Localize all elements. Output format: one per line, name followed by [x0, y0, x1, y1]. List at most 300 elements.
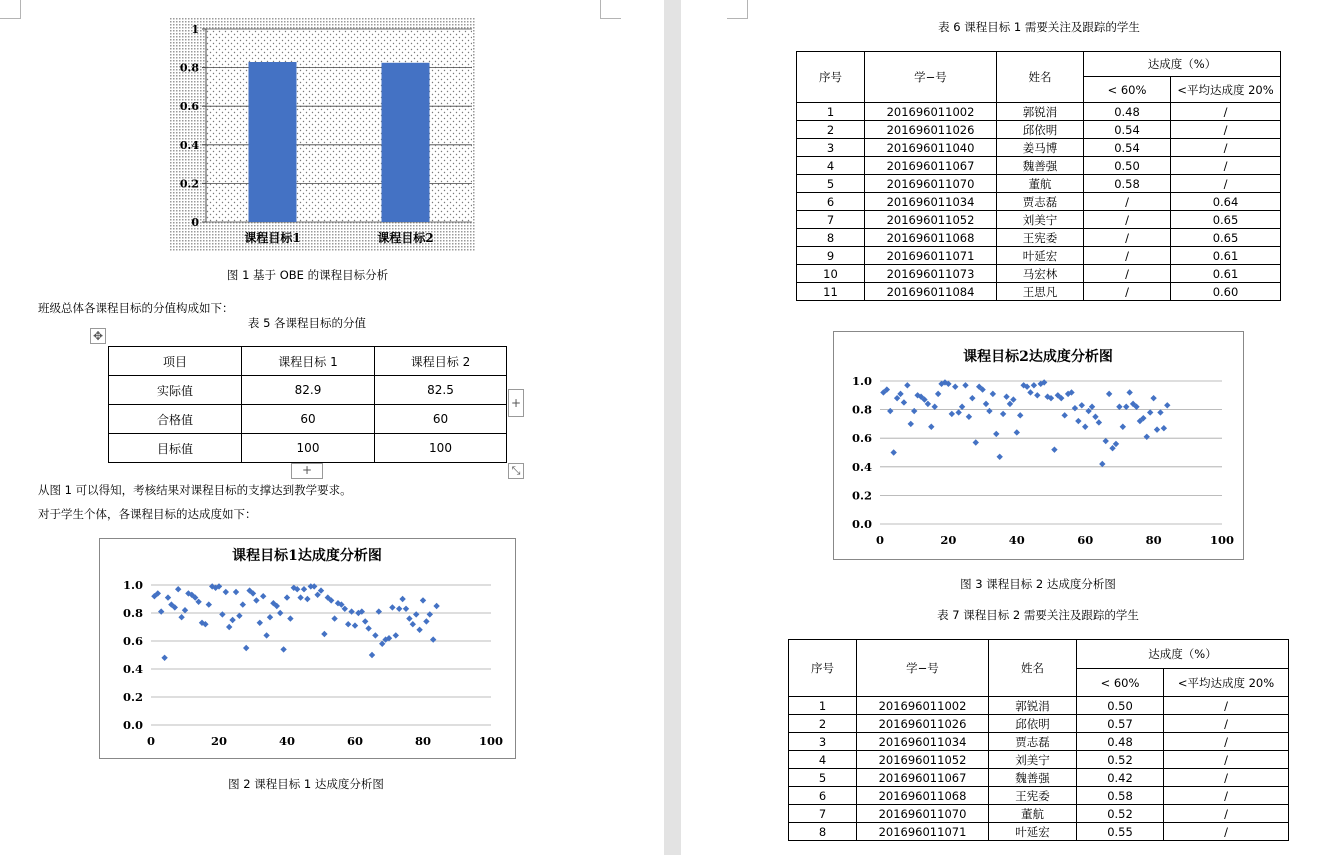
data-point[interactable] [240, 601, 246, 607]
data-point[interactable] [1092, 414, 1098, 420]
table-cell: 0.50 [1084, 157, 1171, 175]
data-point[interactable] [1031, 382, 1037, 388]
data-point[interactable] [403, 606, 409, 612]
table-7-header-ltavg: <平均达成度 20% [1164, 669, 1289, 697]
data-point[interactable] [1096, 419, 1102, 425]
data-point[interactable] [178, 614, 184, 620]
y-tick-label: 0.8 [179, 61, 199, 75]
table-cell: 目标值 [109, 434, 242, 463]
data-point[interactable] [301, 586, 307, 592]
table-row [789, 823, 1289, 841]
table-cell: / [1164, 751, 1289, 769]
table-row [797, 283, 1281, 301]
data-point[interactable] [226, 624, 232, 630]
data-point[interactable] [1099, 461, 1105, 467]
table-row [797, 211, 1281, 229]
table-5-header: 课程目标 2 [375, 347, 507, 376]
table-cell: 201696011040 [865, 139, 997, 157]
data-point[interactable] [406, 615, 412, 621]
data-point[interactable] [1164, 402, 1170, 408]
y-tick-label: 0.2 [179, 177, 199, 191]
table-cell: / [1084, 247, 1171, 265]
table-cell: 201696011068 [857, 787, 989, 805]
table-cell: 11 [797, 283, 865, 301]
table-7-header-lt60: < 60% [1077, 669, 1164, 697]
x-tick-label: 20 [940, 533, 957, 547]
figure-3-caption: 图 3 课程目标 2 达成度分析图 [960, 577, 1116, 591]
table-cell: 201696011002 [857, 697, 989, 715]
data-point[interactable] [321, 631, 327, 637]
table-cell: 0.48 [1077, 733, 1164, 751]
table-cell: 0.55 [1077, 823, 1164, 841]
data-point[interactable] [284, 594, 290, 600]
x-tick-label: 100 [1209, 533, 1235, 547]
table-cell: 0.65 [1171, 211, 1281, 229]
data-point[interactable] [1126, 389, 1132, 395]
table-cell: 马宏林 [997, 265, 1084, 283]
table-row [797, 139, 1281, 157]
data-point[interactable] [1082, 424, 1088, 430]
table-cell: / [1084, 193, 1171, 211]
data-point[interactable] [935, 391, 941, 397]
y-tick-label: 0.8 [122, 606, 143, 620]
data-point[interactable] [897, 391, 903, 397]
table-cell: 叶延宏 [997, 247, 1084, 265]
x-tick-label: 60 [1077, 533, 1094, 547]
table-row [789, 733, 1289, 751]
data-point[interactable] [901, 399, 907, 405]
table-cell: 魏善强 [989, 769, 1077, 787]
table-row [789, 751, 1289, 769]
table-cell: 0.54 [1084, 139, 1171, 157]
table-cell: 0.61 [1171, 265, 1281, 283]
data-point[interactable] [257, 620, 263, 626]
y-tick-label: 0.6 [851, 431, 872, 446]
data-point[interactable] [904, 382, 910, 388]
table-cell: 王宪委 [997, 229, 1084, 247]
data-point[interactable] [376, 608, 382, 614]
data-point[interactable] [952, 384, 958, 390]
table-cell: / [1164, 805, 1289, 823]
table-cell: 郭锐涓 [989, 697, 1077, 715]
table-cell: 贾志磊 [989, 733, 1077, 751]
table-cell: 9 [797, 247, 865, 265]
data-point[interactable] [966, 414, 972, 420]
data-point[interactable] [161, 655, 167, 661]
data-point[interactable] [348, 608, 354, 614]
table-cell: 201696011026 [857, 715, 989, 733]
table-7-header-id: 学−号 [857, 640, 989, 697]
table-cell: 0.42 [1077, 769, 1164, 787]
data-point[interactable] [1123, 404, 1129, 410]
table-cell: / [1164, 823, 1289, 841]
table-move-handle[interactable]: ✥ [90, 328, 106, 344]
data-point[interactable] [1085, 408, 1091, 414]
data-point[interactable] [372, 632, 378, 638]
data-point[interactable] [955, 409, 961, 415]
data-point[interactable] [932, 404, 938, 410]
data-point[interactable] [219, 611, 225, 617]
table-row [109, 434, 507, 463]
scatter-chart-2[interactable] [833, 331, 1244, 560]
x-tick-label: 0 [146, 734, 156, 748]
table-cell: 0.52 [1077, 805, 1164, 823]
data-point[interactable] [1113, 441, 1119, 447]
y-tick-label: 0.0 [122, 718, 143, 732]
table-cell: 100 [242, 434, 375, 463]
table-6-header-name: 姓名 [997, 52, 1084, 103]
data-point[interactable] [362, 618, 368, 624]
data-point[interactable] [206, 601, 212, 607]
y-tick-label: 0.6 [179, 100, 199, 114]
table-cell: 82.5 [375, 376, 507, 405]
data-point[interactable] [928, 424, 934, 430]
data-point[interactable] [997, 454, 1003, 460]
x-tick-label: 0 [875, 533, 885, 547]
data-point[interactable] [887, 408, 893, 414]
y-tick-label: 1 [191, 23, 199, 36]
table-5-header: 课程目标 1 [242, 347, 375, 376]
data-point[interactable] [158, 608, 164, 614]
x-tick-label: 100 [478, 734, 504, 748]
data-point[interactable] [1144, 434, 1150, 440]
table-cell: 0.58 [1077, 787, 1164, 805]
table-cell: 3 [789, 733, 857, 751]
table-6-header-ltavg: <平均达成度 20% [1171, 77, 1281, 103]
table-cell: 魏善强 [997, 157, 1084, 175]
table-cell: 201696011068 [865, 229, 997, 247]
table-row [789, 715, 1289, 733]
data-point[interactable] [389, 604, 395, 610]
table-cell: 邱依明 [989, 715, 1077, 733]
data-point[interactable] [345, 621, 351, 627]
table-cell: / [1164, 769, 1289, 787]
data-point[interactable] [986, 408, 992, 414]
table-cell: / [1171, 121, 1281, 139]
y-tick-label: 0.2 [851, 488, 872, 503]
table-cell: 董航 [989, 805, 1077, 823]
table-cell: 201696011034 [865, 193, 997, 211]
table-cell: 6 [797, 193, 865, 211]
table-6-header-lt60: < 60% [1084, 77, 1171, 103]
data-point[interactable] [1000, 411, 1006, 417]
table-cell: 201696011026 [865, 121, 997, 139]
data-point[interactable] [420, 597, 426, 603]
table-cell: 201696011052 [865, 211, 997, 229]
data-point[interactable] [416, 627, 422, 633]
data-point[interactable] [962, 382, 968, 388]
table-row [797, 103, 1281, 121]
data-point[interactable] [1079, 402, 1085, 408]
table-cell: 8 [789, 823, 857, 841]
table-cell: 201696011070 [865, 175, 997, 193]
data-point[interactable] [1106, 391, 1112, 397]
table-cell: 刘美宁 [989, 751, 1077, 769]
y-tick-label: 0.0 [851, 517, 872, 531]
data-point[interactable] [1154, 426, 1160, 432]
figure-2-caption: 图 2 课程目标 1 达成度分析图 [228, 777, 384, 791]
data-point[interactable] [331, 615, 337, 621]
data-point[interactable] [423, 618, 429, 624]
table-row [789, 787, 1289, 805]
table-cell: 4 [789, 751, 857, 769]
table-cell: / [1164, 733, 1289, 751]
data-point[interactable] [280, 646, 286, 652]
table-cell: 201696011071 [865, 247, 997, 265]
data-point[interactable] [1109, 445, 1115, 451]
data-point[interactable] [1007, 401, 1013, 407]
data-point[interactable] [1161, 425, 1167, 431]
table-cell: 201696011052 [857, 751, 989, 769]
table-row [789, 805, 1289, 823]
data-point[interactable] [1072, 405, 1078, 411]
table-cell: 刘美宁 [997, 211, 1084, 229]
bar[interactable] [249, 62, 297, 222]
table-cell: 4 [797, 157, 865, 175]
table-cell: 实际值 [109, 376, 242, 405]
table-cell: 0.64 [1171, 193, 1281, 211]
y-tick-label: 0.8 [851, 402, 872, 417]
x-tick-label: 60 [346, 734, 364, 748]
table-7-header-attain: 达成度（%） [1077, 640, 1289, 669]
table-6-header-attain: 达成度（%） [1084, 52, 1281, 77]
table-cell: 201696011002 [865, 103, 997, 121]
add-column-button[interactable]: + [508, 389, 524, 417]
data-point[interactable] [297, 594, 303, 600]
data-point[interactable] [427, 611, 433, 617]
data-point[interactable] [1051, 446, 1057, 452]
data-point[interactable] [990, 391, 996, 397]
table-row [789, 769, 1289, 787]
table-cell: 郭锐涓 [997, 103, 1084, 121]
data-point[interactable] [311, 583, 317, 589]
table-cell: 60 [375, 405, 507, 434]
data-point[interactable] [287, 615, 293, 621]
table-5-header: 项目 [109, 347, 242, 376]
data-point[interactable] [1120, 424, 1126, 430]
table-cell: 0.58 [1084, 175, 1171, 193]
table-cell: 201696011070 [857, 805, 989, 823]
data-point[interactable] [1157, 409, 1163, 415]
y-tick-label: 0.2 [122, 690, 143, 704]
data-point[interactable] [165, 594, 171, 600]
data-point[interactable] [396, 606, 402, 612]
data-point[interactable] [365, 625, 371, 631]
data-point[interactable] [352, 622, 358, 628]
data-point[interactable] [1017, 412, 1023, 418]
bar-chart[interactable] [170, 18, 476, 252]
table-7-caption: 表 7 课程目标 2 需要关注及跟踪的学生 [937, 608, 1139, 622]
data-point[interactable] [1010, 396, 1016, 402]
y-tick-label: 0.4 [851, 459, 872, 474]
data-point[interactable] [969, 395, 975, 401]
data-point[interactable] [894, 395, 900, 401]
page-corner-mark [600, 0, 621, 19]
data-point[interactable] [949, 411, 955, 417]
table-cell: 王思凡 [997, 283, 1084, 301]
data-point[interactable] [393, 632, 399, 638]
paragraph-2: 对于学生个体，各课程目标的达成度如下： [38, 507, 257, 521]
table-cell: 8 [797, 229, 865, 247]
table-cell: 7 [789, 805, 857, 823]
data-point[interactable] [233, 589, 239, 595]
table-cell: / [1084, 229, 1171, 247]
data-point[interactable] [993, 431, 999, 437]
data-point[interactable] [973, 439, 979, 445]
data-point[interactable] [263, 632, 269, 638]
data-point[interactable] [175, 586, 181, 592]
table-cell: 董航 [997, 175, 1084, 193]
data-point[interactable] [1075, 418, 1081, 424]
table-cell: 5 [797, 175, 865, 193]
data-point[interactable] [1027, 389, 1033, 395]
data-point[interactable] [369, 652, 375, 658]
table-row [797, 265, 1281, 283]
table-6-header-no: 序号 [797, 52, 865, 103]
table-5 [108, 346, 507, 463]
data-point[interactable] [267, 614, 273, 620]
x-tick-label: 20 [210, 734, 228, 748]
data-point[interactable] [433, 603, 439, 609]
table-cell: 0.61 [1171, 247, 1281, 265]
table-row [797, 121, 1281, 139]
table-cell: 10 [797, 265, 865, 283]
table-cell: / [1084, 283, 1171, 301]
data-point[interactable] [236, 613, 242, 619]
data-point[interactable] [304, 596, 310, 602]
bar[interactable] [382, 63, 430, 222]
x-category-label: 课程目标2 [377, 231, 434, 245]
table-cell: / [1164, 697, 1289, 715]
data-point[interactable] [182, 607, 188, 613]
table-cell: 姜马博 [997, 139, 1084, 157]
chart-title: 课程目标2达成度分析图 [963, 349, 1113, 365]
intro-text: 班级总体各课程目标的分值构成如下： [38, 301, 234, 315]
table-cell: 0.60 [1171, 283, 1281, 301]
data-point[interactable] [1034, 392, 1040, 398]
table-cell: 6 [789, 787, 857, 805]
table-cell: 邱依明 [997, 121, 1084, 139]
table-cell: 王宪委 [989, 787, 1077, 805]
table-cell: 7 [797, 211, 865, 229]
table-cell: 82.9 [242, 376, 375, 405]
data-point[interactable] [253, 597, 259, 603]
table-row [797, 229, 1281, 247]
data-point[interactable] [1061, 412, 1067, 418]
data-point[interactable] [410, 621, 416, 627]
data-point[interactable] [890, 449, 896, 455]
table-cell: / [1171, 139, 1281, 157]
x-tick-label: 40 [278, 734, 296, 748]
table-cell: 201696011067 [857, 769, 989, 787]
y-tick-label: 1.0 [851, 374, 872, 388]
data-point[interactable] [1103, 438, 1109, 444]
plot-area-background [206, 29, 472, 222]
data-point[interactable] [908, 421, 914, 427]
table-cell: 叶延宏 [989, 823, 1077, 841]
table-cell: 201696011067 [865, 157, 997, 175]
chart-title: 课程目标1达成度分析图 [232, 548, 382, 564]
data-point[interactable] [277, 610, 283, 616]
data-point[interactable] [1116, 404, 1122, 410]
table-7-header-no: 序号 [789, 640, 857, 697]
y-tick-label: 0.4 [179, 138, 199, 152]
table-cell: 0.52 [1077, 751, 1164, 769]
table-cell: / [1084, 265, 1171, 283]
data-point[interactable] [983, 401, 989, 407]
scatter-chart-1[interactable] [99, 538, 516, 759]
data-point[interactable] [925, 401, 931, 407]
y-tick-label: 1.0 [122, 578, 143, 592]
data-point[interactable] [413, 611, 419, 617]
data-point[interactable] [1150, 395, 1156, 401]
table-cell: 贾志磊 [997, 193, 1084, 211]
y-tick-label: 0.4 [122, 662, 143, 676]
table-cell: 0.57 [1077, 715, 1164, 733]
table-6-header-id: 学−号 [865, 52, 997, 103]
figure-1-caption: 图 1 基于 OBE 的课程目标分析 [226, 268, 389, 282]
data-point[interactable] [1089, 404, 1095, 410]
data-point[interactable] [229, 617, 235, 623]
table-cell: 0.54 [1084, 121, 1171, 139]
table-cell: 201696011084 [865, 283, 997, 301]
table-row [797, 175, 1281, 193]
table-cell: / [1171, 103, 1281, 121]
document-page-right [681, 0, 1338, 855]
table-resize-handle[interactable]: ⤡ [508, 463, 524, 479]
data-point[interactable] [911, 408, 917, 414]
table-cell: 0.65 [1171, 229, 1281, 247]
data-point[interactable] [260, 593, 266, 599]
data-point[interactable] [1014, 429, 1020, 435]
table-cell: / [1164, 715, 1289, 733]
table-cell: 201696011034 [857, 733, 989, 751]
x-tick-label: 40 [1008, 533, 1025, 547]
table-row [797, 193, 1281, 211]
table-cell: 0.48 [1084, 103, 1171, 121]
table-7-header-name: 姓名 [989, 640, 1077, 697]
data-point[interactable] [959, 404, 965, 410]
table-cell: 2 [797, 121, 865, 139]
table-6-caption: 表 6 课程目标 1 需要关注及跟踪的学生 [938, 20, 1140, 34]
table-cell: 1 [789, 697, 857, 715]
table-row [109, 405, 507, 434]
table-7 [788, 639, 1289, 841]
table-cell: 2 [789, 715, 857, 733]
table-cell: / [1171, 175, 1281, 193]
page-corner-mark [727, 0, 748, 19]
data-point[interactable] [223, 589, 229, 595]
table-row [109, 376, 507, 405]
table-row [789, 697, 1289, 715]
table-cell: / [1164, 787, 1289, 805]
page-corner-mark [0, 0, 21, 19]
data-point[interactable] [430, 636, 436, 642]
data-point[interactable] [399, 596, 405, 602]
table-cell: 1 [797, 103, 865, 121]
x-tick-label: 80 [414, 734, 432, 748]
paragraph-1: 从图 1 可以得知，考核结果对课程目标的支撑达到教学要求。 [38, 483, 352, 497]
add-row-button[interactable]: + [291, 463, 323, 479]
x-tick-label: 80 [1145, 533, 1162, 547]
y-tick-label: 0.6 [122, 634, 143, 648]
data-point[interactable] [243, 645, 249, 651]
data-point[interactable] [1003, 394, 1009, 400]
y-tick-label: 0 [191, 216, 199, 229]
document-page-left [0, 0, 664, 855]
table-5-caption: 表 5 各课程目标的分值 [247, 316, 367, 330]
data-point[interactable] [1147, 409, 1153, 415]
